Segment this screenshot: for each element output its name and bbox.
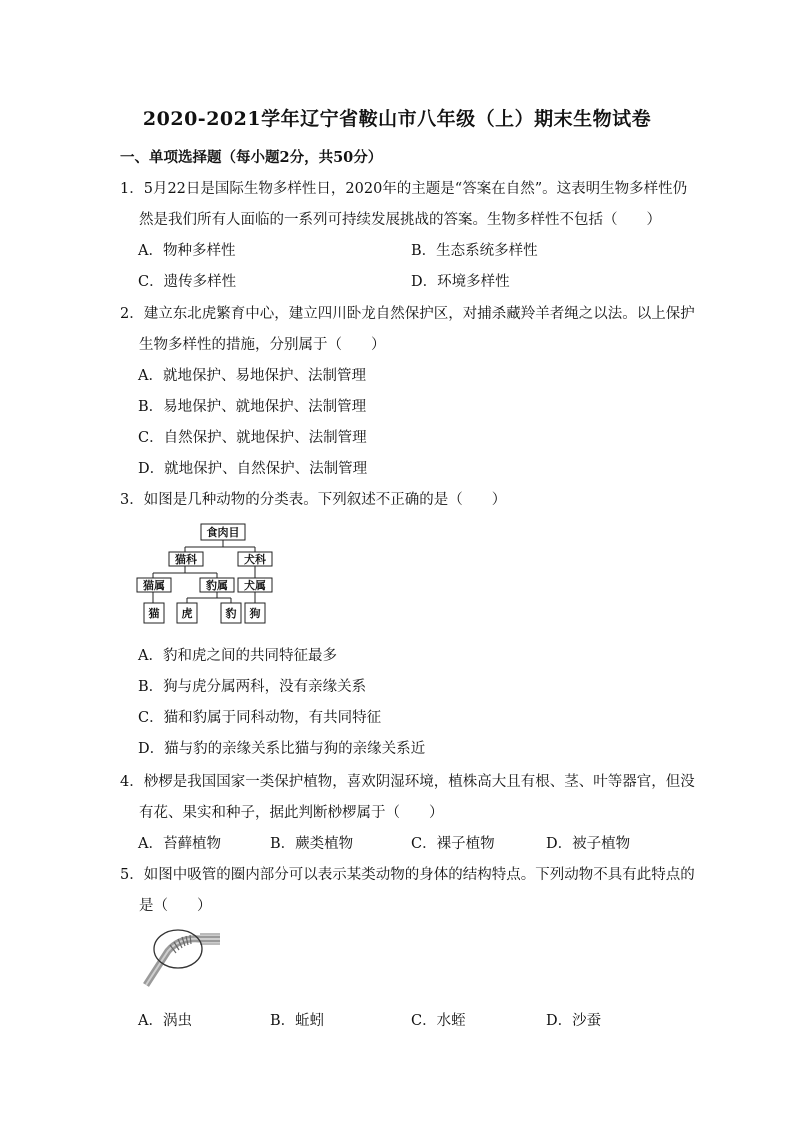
label-tiger: 虎 (181, 607, 193, 620)
q1-stem-line1: 1．5月22日是国际生物多样性日，2020年的主题是“答案在自然”。这表明生物多样性仍 (120, 181, 688, 197)
q5-option-b: B．蚯蚓 (270, 1013, 325, 1029)
label-dog: 狗 (249, 607, 261, 620)
q1-option-a: A．物种多样性 (138, 243, 236, 259)
q4-option-b: B．蕨类植物 (270, 836, 354, 852)
q3-option-a: A．豹和虎之间的共同特征最多 (138, 648, 337, 664)
q1-option-b: B．生态系统多样性 (411, 243, 538, 259)
q1-option-c: C．遗传多样性 (138, 274, 237, 290)
section-heading: 一、单项选择题（每小题2分，共50分） (120, 149, 383, 166)
page-title: 2020-2021学年辽宁省鞍山市八年级（上）期末生物试卷 (142, 108, 652, 130)
q2-stem-line2: 生物多样性的措施，分别属于（ ） (139, 337, 386, 353)
q2-option-d: D．就地保护、自然保护、法制管理 (138, 461, 368, 477)
label-cat: 猫 (148, 607, 160, 620)
q2-option-c: C．自然保护、就地保护、法制管理 (138, 430, 367, 446)
q3-option-d: D．猫与豹的亲缘关系比猫与狗的亲缘关系近 (138, 741, 426, 757)
q2-option-b: B．易地保护、就地保护、法制管理 (138, 399, 367, 415)
q1-option-d: D．环境多样性 (411, 274, 510, 290)
q4-option-d: D．被子植物 (546, 836, 631, 852)
q5-stem-line2: 是（ ） (139, 898, 212, 914)
straw-illustration (140, 925, 220, 989)
label-leopard: 豹 (225, 607, 237, 620)
label-genus-cat: 猫属 (143, 579, 165, 592)
q2-option-a: A．就地保护、易地保护、法制管理 (138, 368, 366, 384)
label-family-cat: 猫科 (175, 553, 197, 566)
q5-option-c: C．水蛭 (411, 1013, 466, 1029)
label-family-dog: 犬科 (244, 553, 266, 566)
q4-stem-line2: 有花、果实和种子，据此判断桫椤属于（ ） (139, 805, 444, 821)
label-genus-leopard: 豹属 (206, 579, 228, 592)
q5-stem-line1: 5．如图中吸管的圈内部分可以表示某类动物的身体的结构特点。下列动物不具有此特点的 (120, 867, 695, 883)
q5-option-d: D．沙蚕 (546, 1013, 602, 1029)
q3-option-c: C．猫和豹属于同科动物，有共同特征 (138, 710, 382, 726)
q3-stem-line1: 3．如图是几种动物的分类表。下列叙述不正确的是（ ） (120, 492, 507, 508)
label-order: 食肉目 (206, 526, 240, 539)
q4-option-a: A．苔藓植物 (138, 836, 221, 852)
classification-diagram (135, 520, 285, 630)
q4-stem-line1: 4．桫椤是我国国家一类保护植物，喜欢阴湿环境，植株高大且有根、茎、叶等器官，但没 (120, 774, 695, 790)
q4-option-c: C．裸子植物 (411, 836, 495, 852)
q5-option-a: A．涡虫 (138, 1013, 192, 1029)
q3-option-b: B．狗与虎分属两科，没有亲缘关系 (138, 679, 367, 695)
q1-stem-line2: 然是我们所有人面临的一系列可持续发展挑战的答案。生物多样性不包括（ ） (139, 212, 661, 228)
q2-stem-line1: 2．建立东北虎繁育中心，建立四川卧龙自然保护区，对捕杀藏羚羊者绳之以法。以上保护 (120, 306, 695, 322)
straw-body (146, 939, 220, 985)
label-genus-dog: 犬属 (244, 579, 266, 592)
